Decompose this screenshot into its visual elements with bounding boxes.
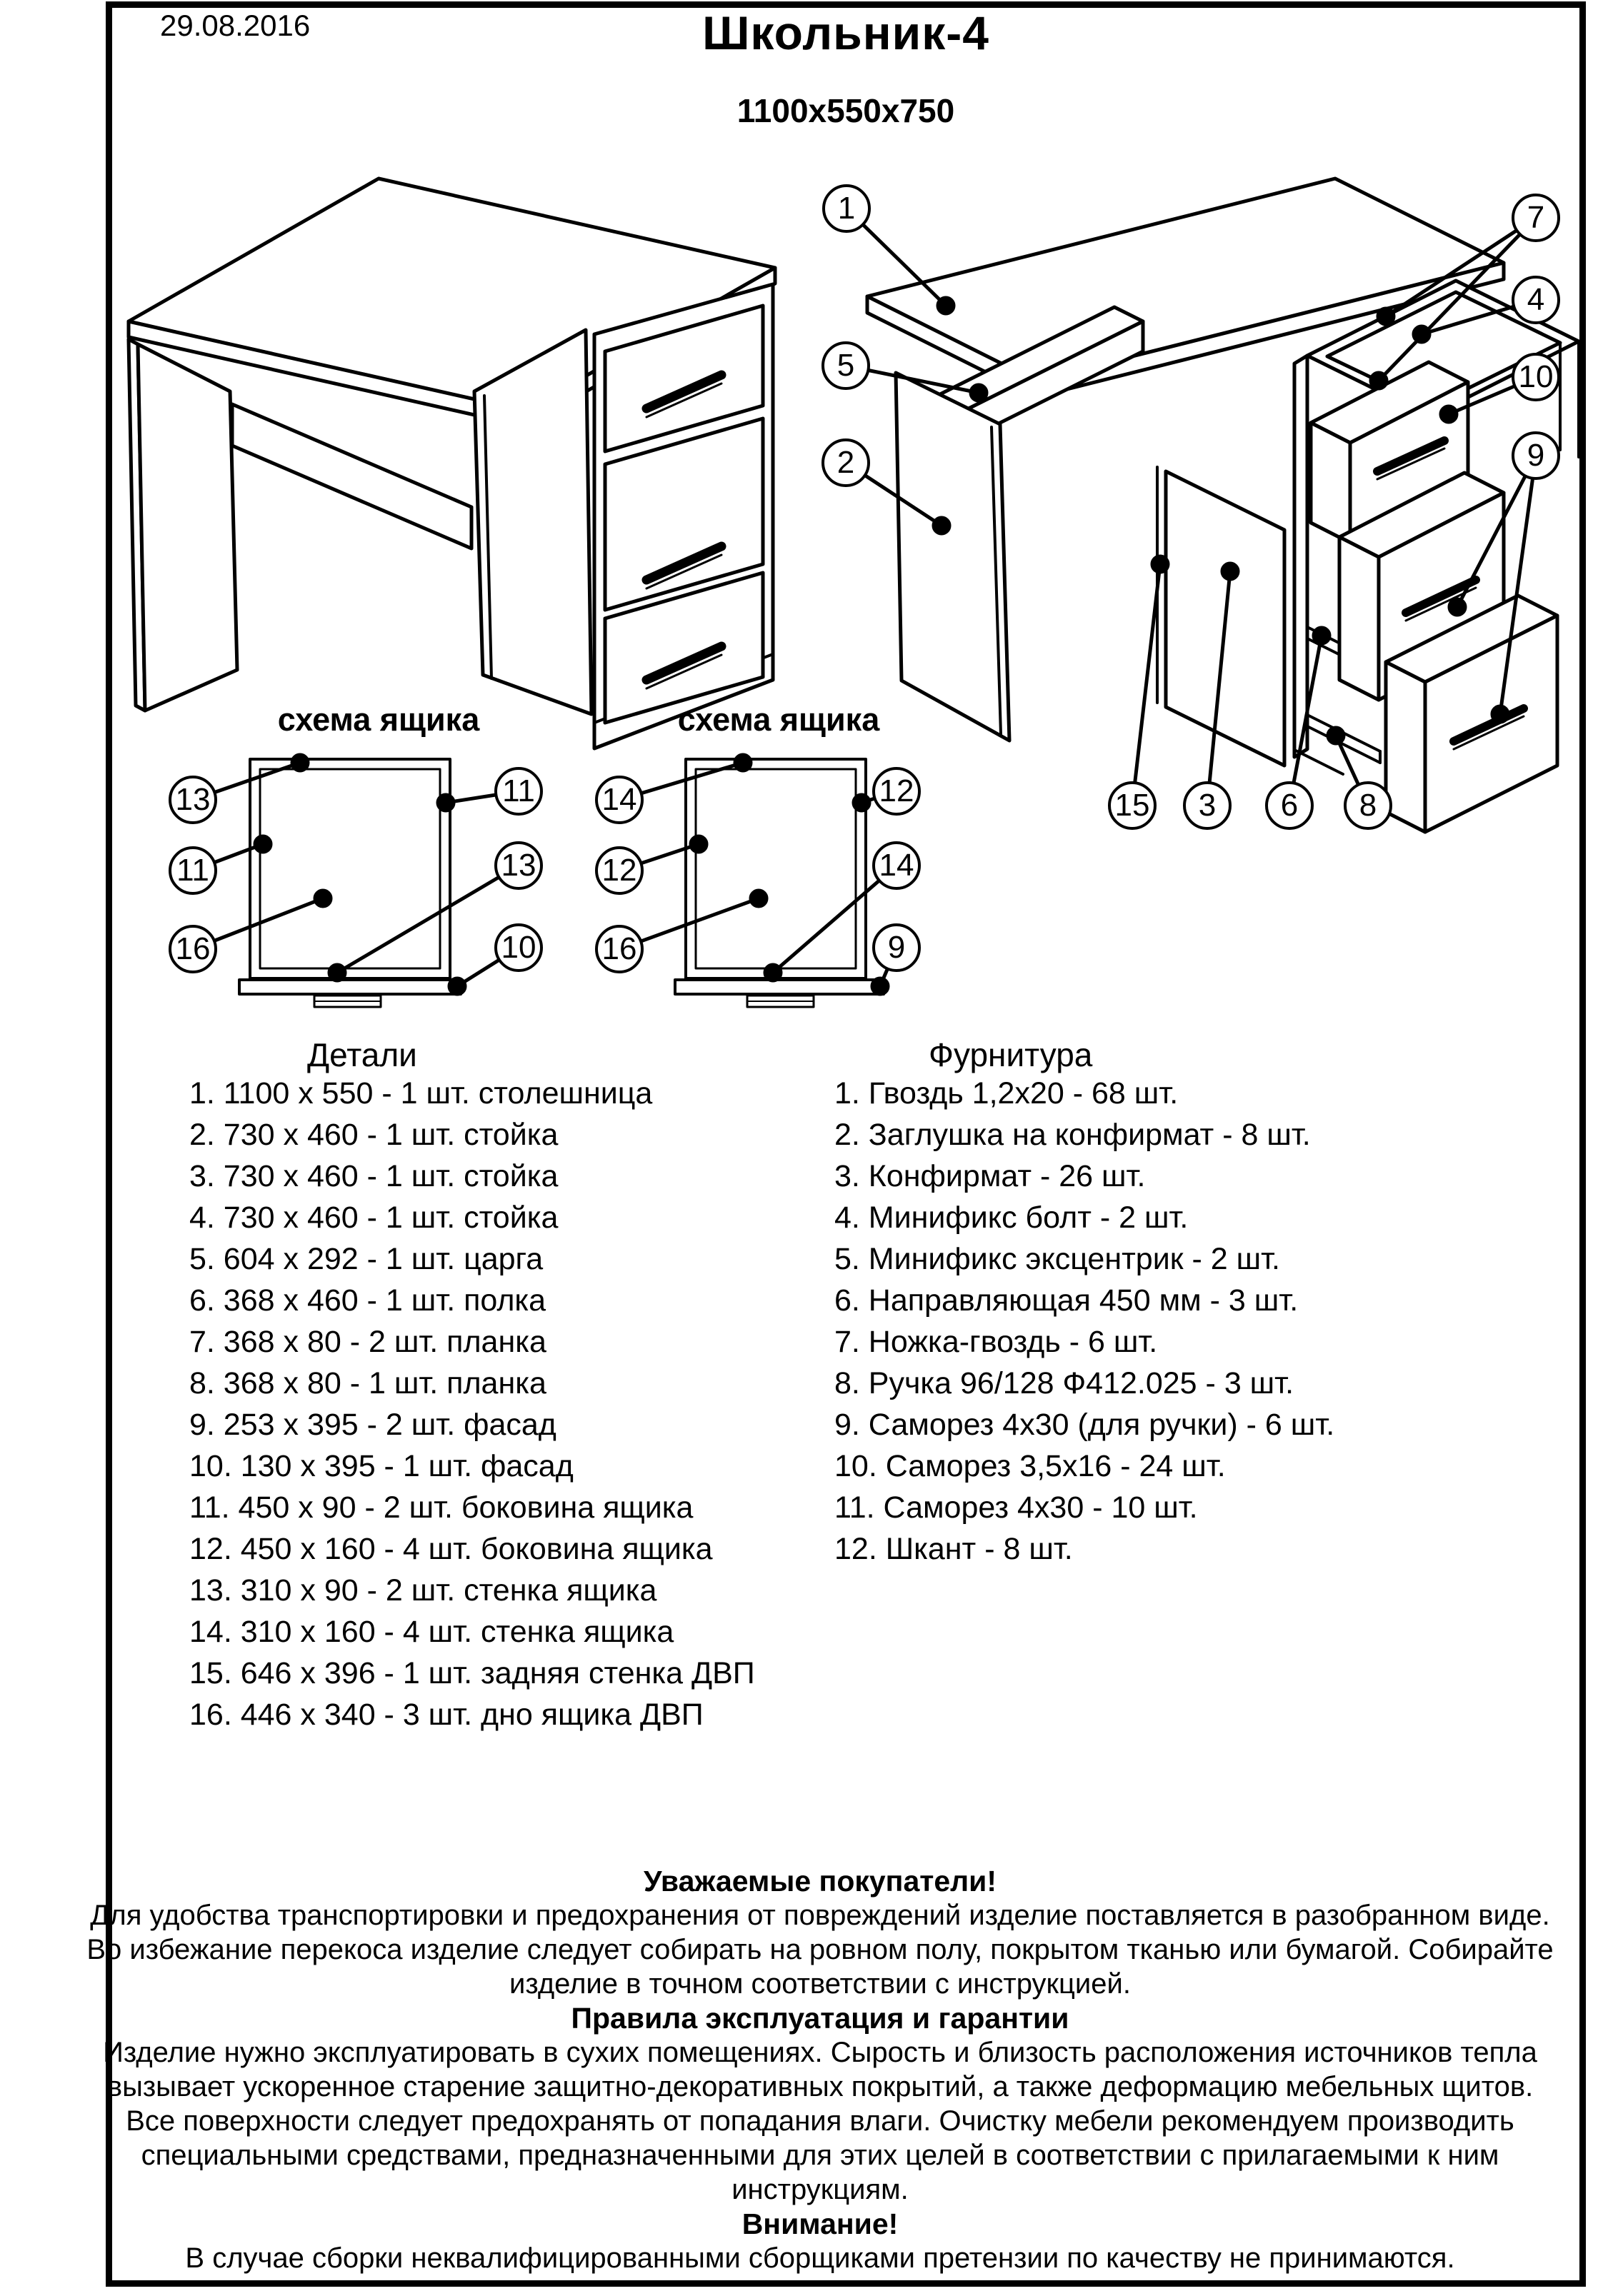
notes-heading-attention: Внимание! <box>741 2207 899 2240</box>
parts-item: 3. 730 х 460 - 1 шт. стойка <box>189 1159 559 1193</box>
parts-item: 5. 604 х 292 - 1 шт. царга <box>189 1242 544 1276</box>
parts-item: 11. 450 х 90 - 2 шт. боковина ящика <box>189 1490 694 1525</box>
callout-part-6: 6 <box>1265 781 1314 830</box>
callout-part-8: 8 <box>1344 781 1392 830</box>
product-dimensions: 1100х550х750 <box>736 92 955 129</box>
drawer-scheme-left-drawing <box>193 755 519 1007</box>
callout-part-3: 3 <box>1183 781 1232 830</box>
hardware-item: 1. Гвоздь 1,2х20 - 68 шт. <box>834 1076 1179 1111</box>
parts-item: 10. 130 х 395 - 1 шт. фасад <box>189 1449 574 1483</box>
callout-part-10: 10 <box>1512 353 1560 401</box>
notes-paragraph-transport: Для удобства транспортировки и предохранения от повреждений изделие поставляется в разобранном виде. Во избежание перекоса изделие следует собирать на ровном полу, покрытом тканью или бумагой. Собирайте изделие в точном соответствии с инструкцией. <box>86 1900 1554 2000</box>
hardware-item: 10. Саморез 3,5х16 - 24 шт. <box>834 1449 1226 1483</box>
parts-item: 9. 253 х 395 - 2 шт. фасад <box>189 1408 556 1442</box>
notes-paragraph-usage: Изделие нужно эксплуатировать в сухих помещениях. Сырость и близость расположения источников тепла вызывает ускоренное старение защитно-декоративных покрытий, а также деформацию мебельных щитов. Все поверхности следует предохранять от попадания влаги. Очистку мебели рекомендуем производить специальными средствами, предназначенными для этих целей в соответствии с прилагаемыми к ним инструкциям. <box>103 2037 1537 2205</box>
customer-notes <box>84 1864 1556 2275</box>
hardware-list-title: Фурнитура <box>929 1036 1093 1073</box>
parts-item: 15. 646 х 396 - 1 шт. задняя стенка ДВП <box>189 1656 755 1690</box>
scheme2-callout-9: 9 <box>872 923 921 972</box>
hardware-item: 8. Ручка 96/128 Ф412.025 - 3 шт. <box>834 1366 1294 1400</box>
page-title: Школьник-4 <box>702 6 989 59</box>
hardware-item: 2. Заглушка на конфирмат - 8 шт. <box>834 1118 1311 1152</box>
hardware-item: 9. Саморез 4х30 (для ручки) - 6 шт. <box>834 1408 1335 1442</box>
scheme2-callout-12b: 12 <box>872 767 921 816</box>
parts-list <box>189 1073 755 1735</box>
parts-item: 2. 730 х 460 - 1 шт. стойка <box>189 1118 559 1152</box>
scheme1-callout-16: 16 <box>169 925 217 973</box>
callout-part-4: 4 <box>1512 276 1560 324</box>
hardware-item: 5. Минификс эксцентрик - 2 шт. <box>834 1242 1280 1276</box>
scheme1-callout-13b: 13 <box>494 841 543 890</box>
hardware-item: 6. Направляющая 450 мм - 3 шт. <box>834 1283 1299 1318</box>
exploded-view-drawing <box>846 179 1579 832</box>
parts-item: 6. 368 х 460 - 1 шт. полка <box>189 1283 546 1318</box>
hardware-item: 11. Саморез 4х30 - 10 шт. <box>834 1490 1198 1525</box>
scheme1-callout-11: 11 <box>169 846 217 895</box>
notes-heading-rules: Правила эксплуатация и гарантии <box>571 2002 1069 2035</box>
parts-item: 13. 310 х 90 - 2 шт. стенка ящика <box>189 1573 657 1608</box>
callout-part-2: 2 <box>822 438 870 487</box>
callout-part-7: 7 <box>1512 194 1560 242</box>
parts-item: 12. 450 х 160 - 4 шт. боковина ящика <box>189 1532 713 1566</box>
assembled-desk-drawing <box>129 179 775 748</box>
callout-part-15: 15 <box>1108 781 1157 830</box>
callout-part-9: 9 <box>1512 431 1560 480</box>
hardware-list <box>834 1073 1334 1570</box>
drawer-scheme-right-title: схема ящика <box>677 701 880 738</box>
scheme2-callout-16: 16 <box>595 925 644 973</box>
notes-heading-customers: Уважаемые покупатели! <box>643 1865 997 1898</box>
hardware-item: 12. Шкант - 8 шт. <box>834 1532 1073 1566</box>
drawer-scheme-left-title: схема ящика <box>277 701 480 738</box>
scheme2-callout-14: 14 <box>595 776 644 824</box>
scheme1-callout-11b: 11 <box>494 767 543 816</box>
parts-item: 16. 446 х 340 - 3 шт. дно ящика ДВП <box>189 1698 704 1732</box>
scheme1-callout-13: 13 <box>169 776 217 824</box>
parts-item: 8. 368 х 80 - 1 шт. планка <box>189 1366 546 1400</box>
hardware-item: 7. Ножка-гвоздь - 6 шт. <box>834 1325 1158 1359</box>
parts-item: 14. 310 х 160 - 4 шт. стенка ящика <box>189 1615 674 1649</box>
hardware-item: 4. Минификс болт - 2 шт. <box>834 1200 1189 1235</box>
notes-paragraph-claims: В случае сборки неквалифицированными сборщиками претензии по качеству не принимаются. <box>185 2242 1455 2274</box>
parts-list-title: Детали <box>307 1036 417 1073</box>
drawer-scheme-right-drawing <box>619 755 897 1007</box>
scheme1-callout-10: 10 <box>494 923 543 972</box>
parts-item: 7. 368 х 80 - 2 шт. планка <box>189 1325 546 1359</box>
parts-item: 4. 730 х 460 - 1 шт. стойка <box>189 1200 559 1235</box>
callout-part-1: 1 <box>822 184 871 233</box>
scheme2-callout-14b: 14 <box>872 841 921 890</box>
scheme2-callout-12: 12 <box>595 846 644 895</box>
hardware-item: 3. Конфирмат - 26 шт. <box>834 1159 1146 1193</box>
callout-part-5: 5 <box>822 341 870 390</box>
document-date: 29.08.2016 <box>160 9 311 42</box>
parts-item: 1. 1100 х 550 - 1 шт. столешница <box>189 1076 653 1111</box>
